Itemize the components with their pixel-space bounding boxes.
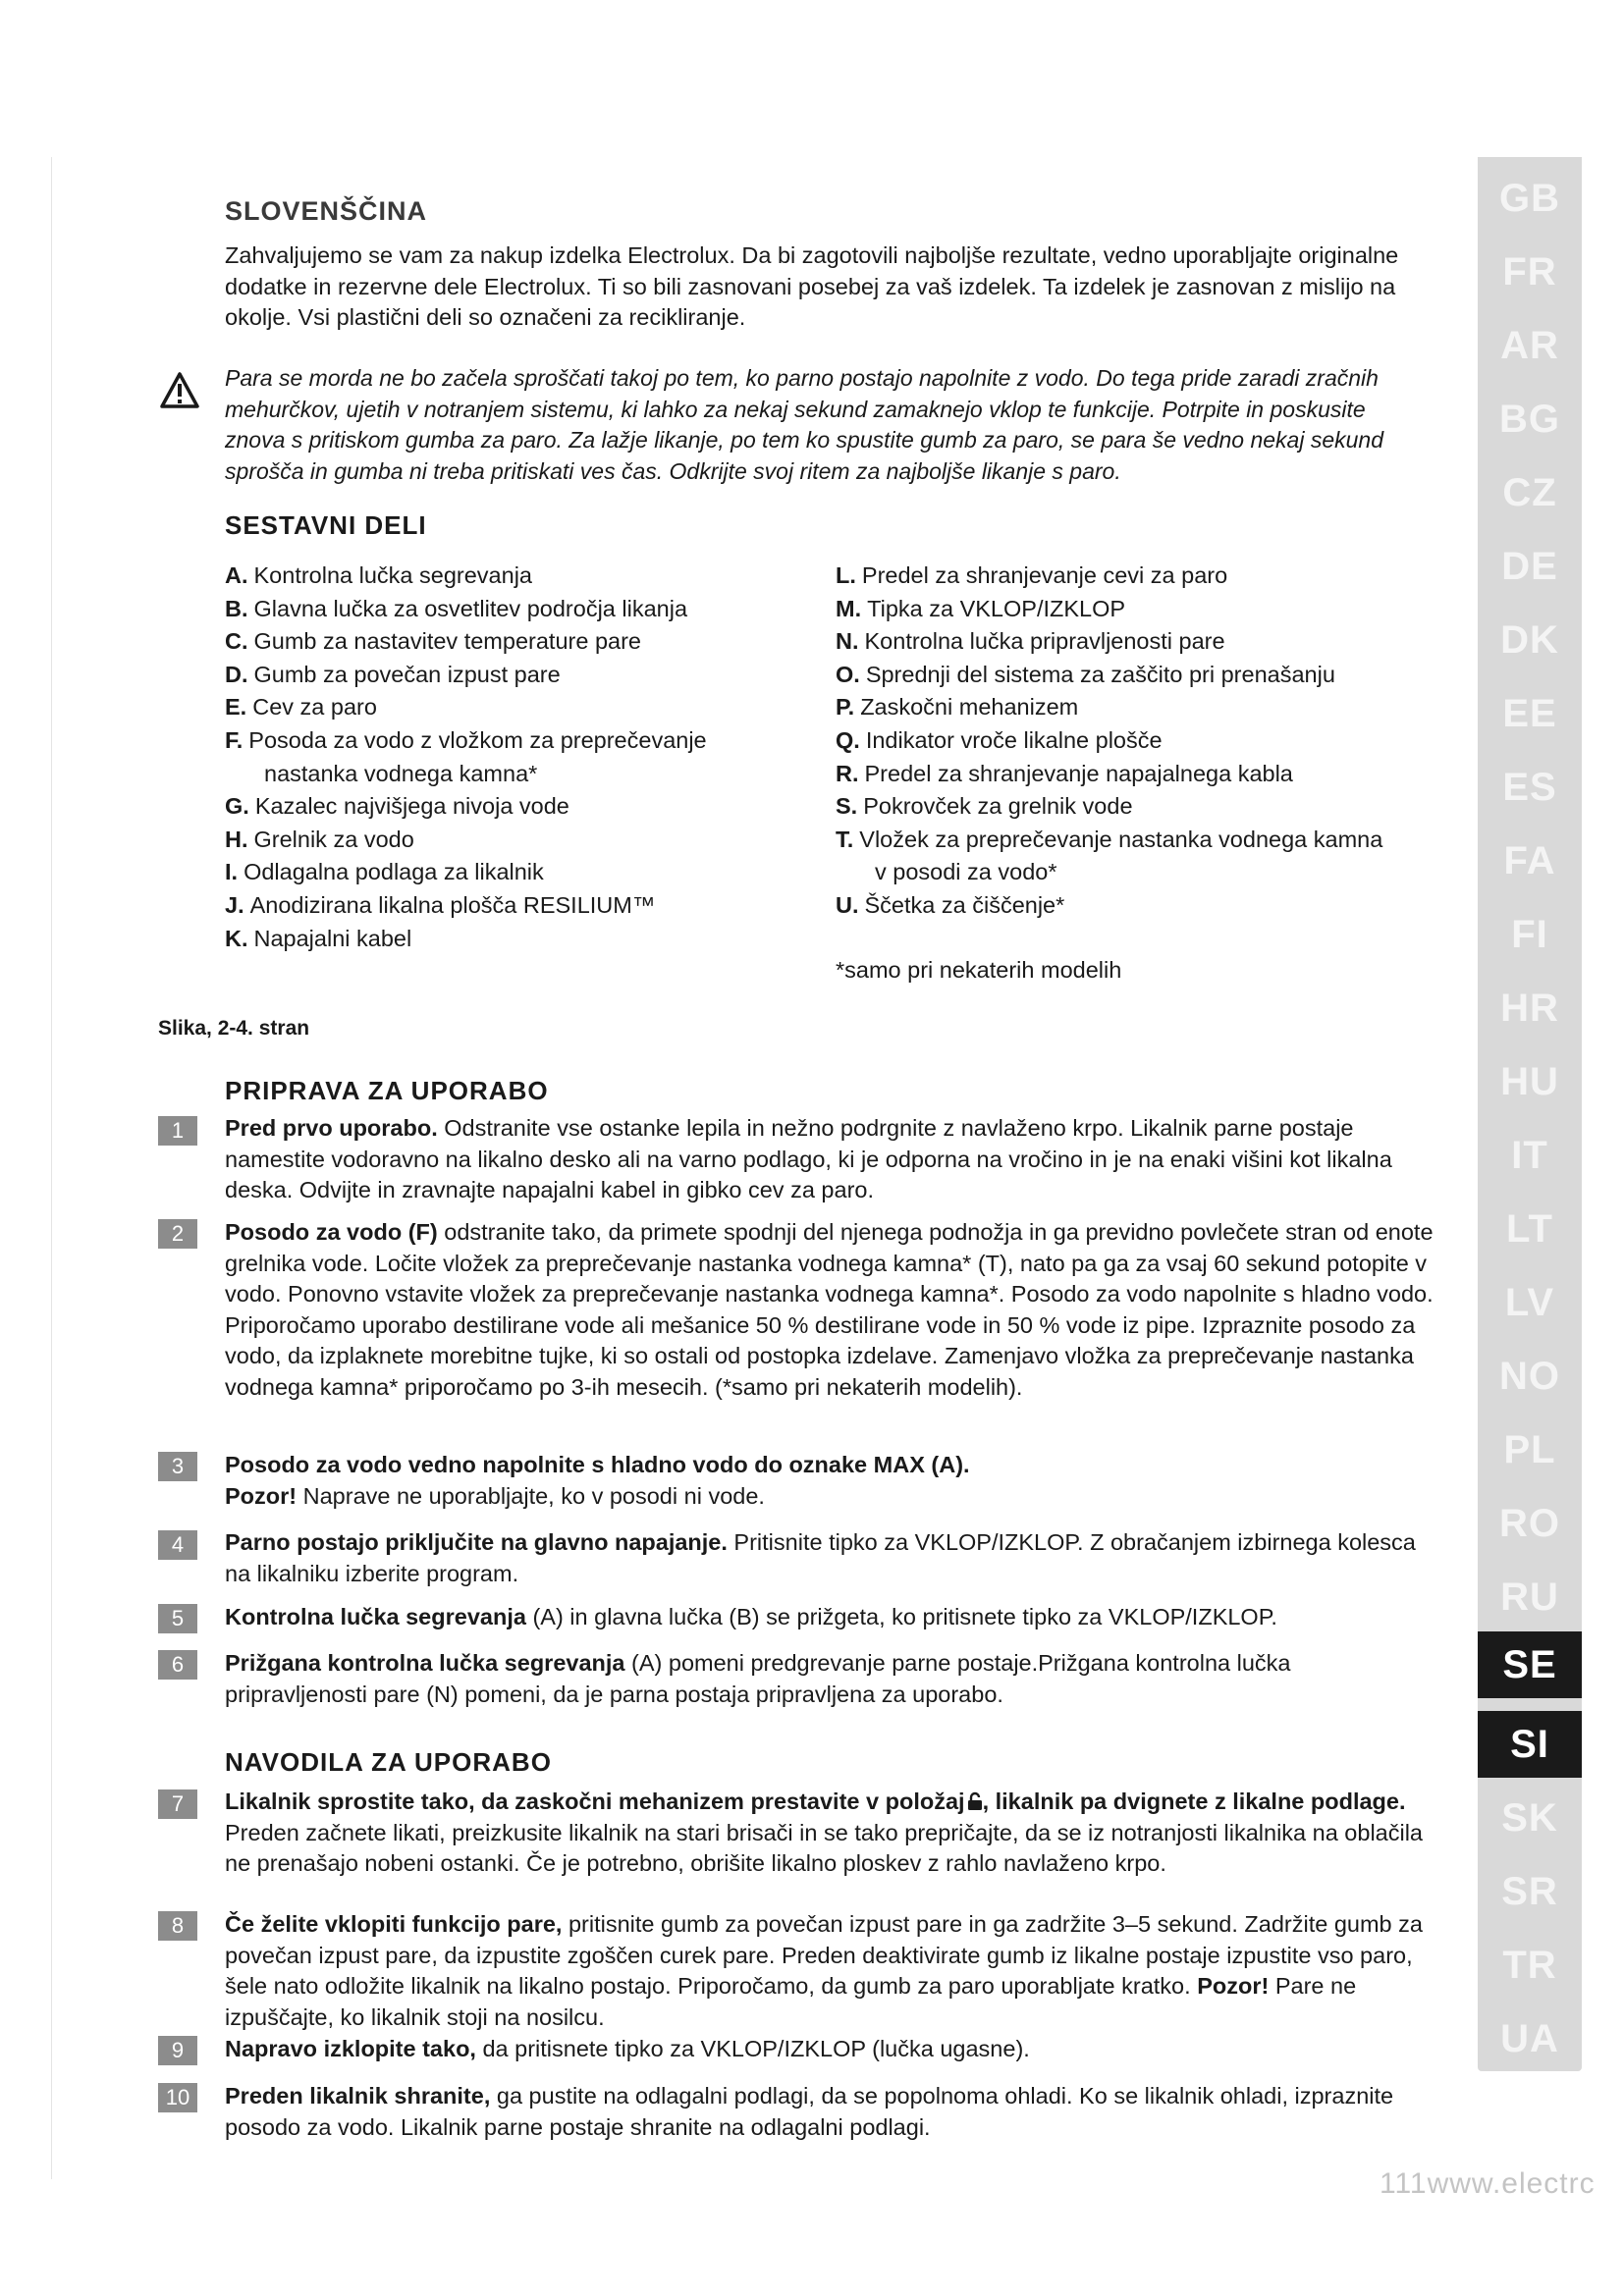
part-item: K. Napajalni kabel xyxy=(225,925,412,951)
parts-list-left xyxy=(225,560,775,955)
part-item: L. Predel za shranjevanje cevi za paro xyxy=(836,562,1228,588)
step-number: 10 xyxy=(158,2083,197,2112)
page-footer: 111www.electrc xyxy=(1380,2167,1596,2200)
step-text: Pred prvo uporabo. Odstranite vse ostanke lepila in nežno podrgnite z navlaženo krpo. Likalnik parne postaje namestite vodoravno na likalno desko ali na varno podlago, ki je odporna na vročino in je na enaki višini kot likalna deska. Odvijte in zravnajte napajalni kabel in gibko cev za paro. xyxy=(225,1115,1392,1202)
step-text: Preden likalnik shranite, ga pustite na odlagalni podlagi, da se popolnoma ohladi. Ko se likalnik ohladi, izpraznite posodo za vodo. Likalnik parne postaje shranite na odlagalni podlagi. xyxy=(225,2083,1394,2140)
lang-tab-bg[interactable]: BG xyxy=(1499,398,1560,441)
step-text: Če želite vklopiti funkcijo pare, pritisnite gumb za povečan izpust pare in ga zadržite 3–5 sekund. Zadržite gumb za povečan izpust pare, da izpustite zgoščen curek pare. Preden deaktivirate gumb iz likalne postaje izpustite vso paro, šele nato odložite likalnik na likalno postajo. Priporočamo, da gumb za paro uporabljate kratko. Pozor! Pare ne izpuščajte, ko likalnik stoji na nosilcu. xyxy=(225,1911,1423,2030)
lang-tab-lt[interactable]: LT xyxy=(1506,1207,1553,1251)
step-number: 2 xyxy=(158,1219,197,1249)
part-item: Q. Indikator vroče likalne plošče xyxy=(836,726,1163,753)
step-text: Parno postajo priključite na glavno napajanje. Pritisnite tipko za VKLOP/IZKLOP. Z obračanjem izbirnega kolesca na likalniku izberite program. xyxy=(225,1529,1416,1586)
part-item: G. Kazalec najvišjega nivoja vode xyxy=(225,793,569,820)
lang-tab-gb[interactable]: GB xyxy=(1499,177,1560,220)
step-number: 1 xyxy=(158,1116,197,1146)
lang-tab-hr[interactable]: HR xyxy=(1500,987,1559,1030)
lang-tab-lv[interactable]: LV xyxy=(1504,1281,1555,1324)
lang-tab-sk[interactable]: SK xyxy=(1501,1796,1558,1840)
lang-tab-no[interactable]: NO xyxy=(1499,1355,1560,1398)
unlock-icon xyxy=(967,1791,983,1811)
step-text: Prižgana kontrolna lučka segrevanja (A) pomeni predgrevanje parne postaje.Prižgana kontrolna lučka pripravljenosti pare (N) pomeni, da je parna postaja pripravljena za uporabo. xyxy=(225,1650,1291,1707)
lang-tab-se-active[interactable]: SE xyxy=(1478,1631,1582,1698)
part-item: D. Gumb za povečan izpust pare xyxy=(225,661,561,687)
step-number: 5 xyxy=(158,1604,197,1633)
part-item: U. Ščetka za čiščenje* xyxy=(836,891,1065,918)
margin-rule xyxy=(51,157,52,2179)
part-item: C. Gumb za nastavitev temperature pare xyxy=(225,628,641,655)
lang-tab-ru[interactable]: RU xyxy=(1500,1575,1559,1619)
lang-tab-sr[interactable]: SR xyxy=(1501,1870,1558,1913)
lang-tab-fi[interactable]: FI xyxy=(1511,913,1548,956)
part-item: M. Tipka za VKLOP/IZKLOP xyxy=(836,595,1126,621)
step-text: Kontrolna lučka segrevanja (A) in glavna lučka (B) se prižgeta, ko pritisnete tipko za VKLOP/IZKLOP. xyxy=(225,1604,1277,1629)
part-item: F. Posoda za vodo z vložkom za preprečevanje nastanka vodnega kamna* xyxy=(225,726,707,786)
lang-tab-fr[interactable]: FR xyxy=(1502,250,1557,294)
parts-heading: SESTAVNI DELI xyxy=(225,510,427,540)
lang-tab-ua[interactable]: UA xyxy=(1500,2017,1559,2060)
step-number: 3 xyxy=(158,1452,197,1481)
part-item: A. Kontrolna lučka segrevanja xyxy=(225,562,532,588)
lang-tab-tr[interactable]: TR xyxy=(1502,1944,1557,1987)
part-item: N. Kontrolna lučka pripravljenosti pare xyxy=(836,628,1225,655)
lang-tab-de[interactable]: DE xyxy=(1501,545,1558,588)
step-text: Napravo izklopite tako, da pritisnete tipko za VKLOP/IZKLOP (lučka ugasne). xyxy=(225,2036,1030,2061)
step-text: Likalnik sprostite tako, da zaskočni mehanizem prestavite v položaj , likalnik pa dvignete z likalne podlage. Preden začnete likati, preizkusite likalnik na stari brisači in se tako prepričajte, da se iz notranjosti likalnika na oblačila ne prenašajo nobeni ostanki. Če je potrebno, obrišite likalno ploskev z rahlo navlaženo krpo. xyxy=(225,1789,1423,1876)
parts-footnote: *samo pri nekaterih modelih xyxy=(836,957,1122,983)
step-text: Posodo za vodo (F) odstranite tako, da primete spodnji del njenega podnožja in ga previdno povlečete stran od enote grelnika vode. Ločite vložek za preprečevanje nastanka vodnega kamna* (T), nato pa ga za vsaj 60 sekund potopite v vodo. Ponovno vstavite vložek za preprečevanje nastanka vodnega kamna*. Posodo za vodo napolnite s hladno vodo. Priporočamo uporabo destilirane vode ali mešanice 50 % destilirane vode in 50 % vode iz pipe. Izpraznite posodo za vodo, da izplaknete morebitne tujke, ki so ostali od postopka izdelave. Zamenjavo vložka za preprečevanje nastanka vodnega kamna* priporočamo po 3-ih mesecih. (*samo pri nekaterih modelih). xyxy=(225,1219,1434,1400)
language-title: SLOVENŠČINA xyxy=(225,196,428,226)
lang-tab-pl[interactable]: PL xyxy=(1503,1428,1556,1471)
part-item: P. Zaskočni mehanizem xyxy=(836,694,1079,721)
prep-heading: PRIPRAVA ZA UPORABO xyxy=(225,1076,549,1105)
step-text: Posodo za vodo vedno napolnite s hladno vodo do oznake MAX (A). Pozor! Naprave ne uporabljajte, ko v posodi ni vode. xyxy=(225,1452,970,1509)
part-item: I. Odlagalna podlaga za likalnik xyxy=(225,859,544,885)
lang-tab-fa[interactable]: FA xyxy=(1503,839,1556,882)
lang-tab-hu[interactable]: HU xyxy=(1500,1060,1559,1103)
lang-tab-ee[interactable]: EE xyxy=(1502,692,1557,735)
step-number: 9 xyxy=(158,2036,197,2065)
step-number: 4 xyxy=(158,1530,197,1560)
step-number: 6 xyxy=(158,1650,197,1680)
part-item: R. Predel za shranjevanje napajalnega kabla xyxy=(836,760,1293,786)
lang-tab-it[interactable]: IT xyxy=(1511,1134,1548,1177)
lang-tab-cz[interactable]: CZ xyxy=(1502,471,1557,514)
part-item: E. Cev za paro xyxy=(225,694,377,721)
warning-icon xyxy=(159,371,200,410)
step-number: 8 xyxy=(158,1911,197,1941)
parts-list-right xyxy=(836,560,1425,923)
lang-tab-si-active[interactable]: SI xyxy=(1478,1711,1582,1778)
part-item: B. Glavna lučka za osvetlitev področja likanja xyxy=(225,595,688,621)
lang-tab-dk[interactable]: DK xyxy=(1500,618,1559,662)
intro-paragraph: Zahvaljujemo se vam za nakup izdelka Electrolux. Da bi zagotovili najboljše rezultate, vedno uporabljajte originalne dodatke in rezervne dele Electrolux. Ti so bili zasnovani posebej za vaš izdelek. Ta izdelek je zasnovan z mislijo na okolje. Vsi plastični deli so označeni za recikliranje. xyxy=(225,242,1399,330)
lang-tab-ro[interactable]: RO xyxy=(1499,1502,1560,1545)
part-item: S. Pokrovček za grelnik vode xyxy=(836,793,1133,820)
part-item: H. Grelnik za vodo xyxy=(225,826,414,852)
usage-heading: NAVODILA ZA UPORABO xyxy=(225,1747,552,1777)
warning-text: Para se morda ne bo začela sproščati takoj po tem, ko parno postajo napolnite z vodo. Do tega pride zaradi zračnih mehurčkov, ujetih v notranjem sistemu, ki lahko za nekaj sekund zamaknejo vklop te funkcije. Potrpite in poskusite znova s pritiskom gumba za paro. Za lažje likanje, po tem ko spustite gumb za paro, se para še vedno nekaj sekund sprošča in gumba ni treba pritiskati ves čas. Odkrijte svoj ritem za najboljše likanje s paro. xyxy=(225,365,1384,484)
lang-tab-ar[interactable]: AR xyxy=(1500,324,1559,367)
step-number: 7 xyxy=(158,1789,197,1819)
lang-tab-es[interactable]: ES xyxy=(1502,766,1557,809)
part-item: J. Anodizirana likalna plošča RESILIUM™ xyxy=(225,891,656,918)
part-item: O. Sprednji del sistema za zaščito pri prenašanju xyxy=(836,661,1335,687)
part-item: T. Vložek za preprečevanje nastanka vodnega kamna v posodi za vodo* xyxy=(836,826,1383,885)
figure-reference: Slika, 2-4. stran xyxy=(158,1017,310,1040)
